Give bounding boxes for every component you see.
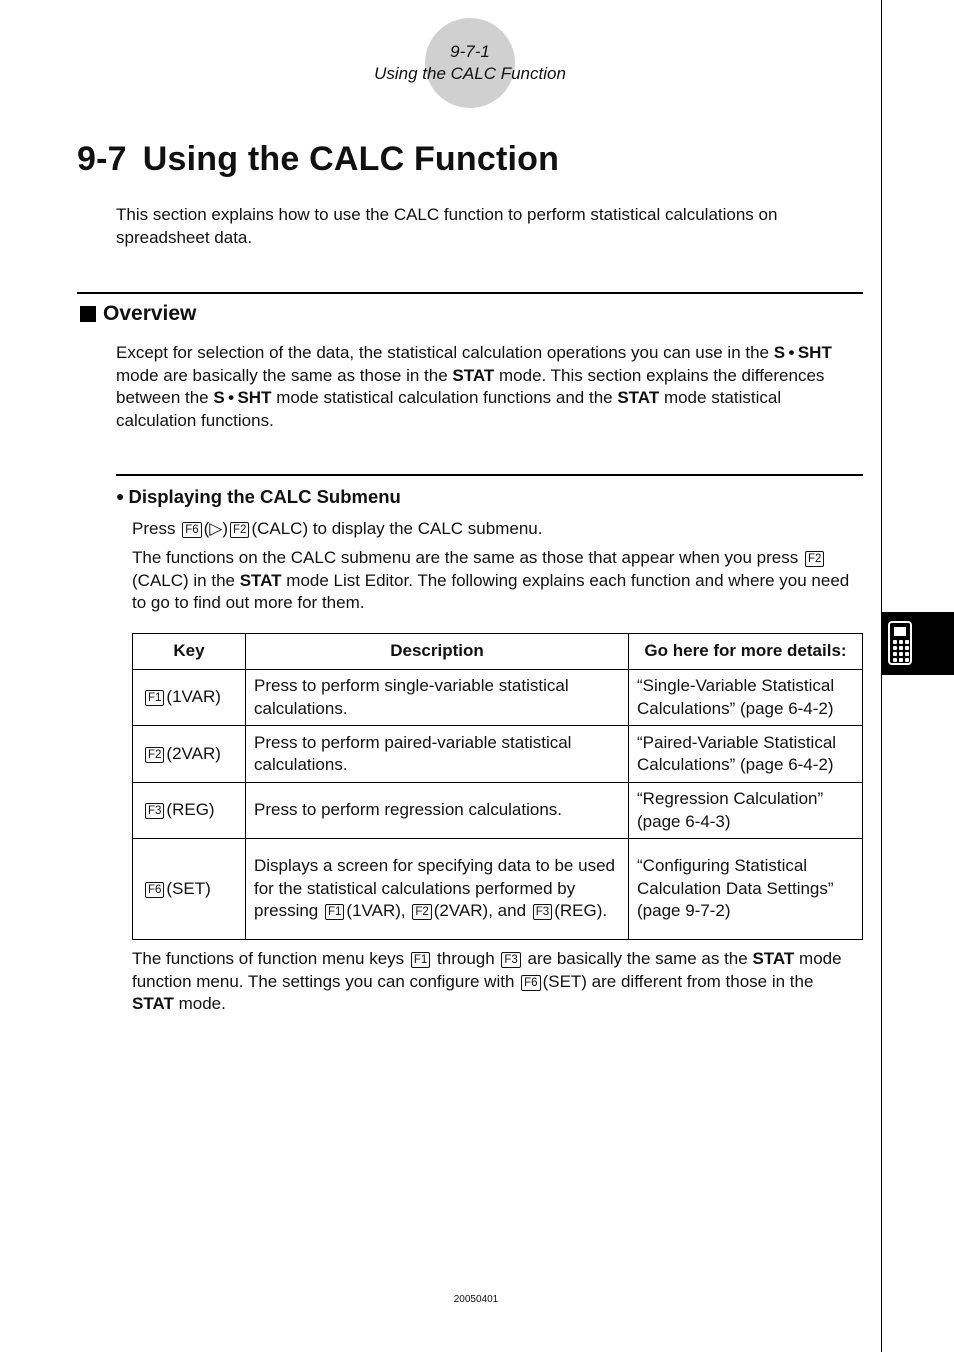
f2-key-icon: F2	[145, 747, 164, 763]
f1-key-icon: F1	[325, 904, 344, 920]
functions-paragraph: The functions on the CALC submenu are the same as those that appear when you press F2(CALC) in the STAT mode List Editor. The following explains each function and where you need to go to find out more for them.	[132, 548, 850, 612]
f2-key-icon: F2	[412, 904, 431, 920]
column-header-description: Description	[246, 634, 629, 670]
page-title	[77, 140, 559, 179]
overview-rule	[77, 292, 863, 294]
header-running-title: Using the CALC Function	[374, 64, 566, 83]
section-title: Using the CALC Function	[142, 140, 560, 178]
footer-code: 20050401	[453, 1294, 499, 1305]
page-edge-rule	[881, 0, 882, 1352]
f1-key-icon: F1	[145, 690, 164, 706]
key-cell: F1 (1VAR)	[133, 670, 246, 726]
press-instruction: Press F6 (▷) F2 (CALC) to display the CALC submenu.	[132, 519, 543, 538]
description-cell: Press to perform paired-variable statistical calculations.	[246, 726, 629, 783]
f3-key-icon: F3	[501, 952, 520, 968]
details-cell: “Paired-Variable Statistical Calculations” (page 6-4-2)	[629, 726, 863, 783]
description-cell: Displays a screen for specifying data to be used for the statistical calculations performed by pressing F1 (1VAR), F2 (2VAR), and F3 (REG).	[246, 839, 629, 940]
f6-key-icon: F6	[521, 975, 540, 991]
column-header-key: Key	[133, 634, 246, 670]
calculator-icon	[888, 621, 912, 665]
overview-heading	[80, 302, 196, 326]
key-cell: F6 (SET)	[133, 839, 246, 940]
header-circle	[425, 18, 515, 108]
calc-function-table	[132, 633, 863, 940]
table-row	[133, 783, 863, 839]
details-cell: “Single-Variable Statistical Calculations” (page 6-4-2)	[629, 670, 863, 726]
details-cell: “Regression Calculation” (page 6-4-3)	[629, 783, 863, 839]
closing-paragraph: The functions of function menu keys F1 through F3 are basically the same as the STAT mode function menu. The settings you can configure with F6 (SET) are different from those in the STAT mode.	[132, 949, 842, 1013]
bullet-icon: ●	[116, 488, 125, 504]
f6-key-icon: F6	[145, 882, 164, 898]
f3-key-icon: F3	[145, 803, 164, 819]
section-number: 9-7	[77, 140, 127, 178]
submenu-rule	[116, 474, 863, 476]
table-row	[133, 726, 863, 783]
square-bullet-icon	[80, 306, 96, 322]
f2-key-icon: F2	[805, 551, 824, 567]
column-header-details: Go here for more details:	[629, 634, 863, 670]
description-cell: Press to perform regression calculations.	[246, 783, 629, 839]
table-header-row	[133, 634, 863, 670]
f6-key-icon: F6	[182, 522, 201, 538]
key-cell: F2 (2VAR)	[133, 726, 246, 783]
intro-paragraph: This section explains how to use the CALC function to perform statistical calculations on spreadsheet data.	[116, 205, 778, 247]
submenu-heading	[116, 486, 401, 508]
overview-heading-text: Overview	[103, 302, 197, 325]
f3-key-icon: F3	[533, 904, 552, 920]
table-row	[133, 839, 863, 940]
header-page-number: 9-7-1	[450, 42, 490, 61]
key-cell: F3 (REG)	[133, 783, 246, 839]
chapter-tab	[882, 612, 954, 675]
submenu-heading-text: Displaying the CALC Submenu	[128, 486, 401, 507]
f1-key-icon: F1	[411, 952, 430, 968]
description-cell: Press to perform single-variable statistical calculations.	[246, 670, 629, 726]
overview-paragraph: Except for selection of the data, the statistical calculation operations you can use in the S • SHT mode are basically the same as those in the STAT mode. This section explains the differences between the S • SHT mode statistical calculation functions and the STAT mode statistical calculation functions.	[116, 343, 832, 430]
details-cell: “Configuring Statistical Calculation Data Settings” (page 9-7-2)	[629, 839, 863, 940]
f2-key-icon: F2	[230, 522, 249, 538]
table-row	[133, 670, 863, 726]
